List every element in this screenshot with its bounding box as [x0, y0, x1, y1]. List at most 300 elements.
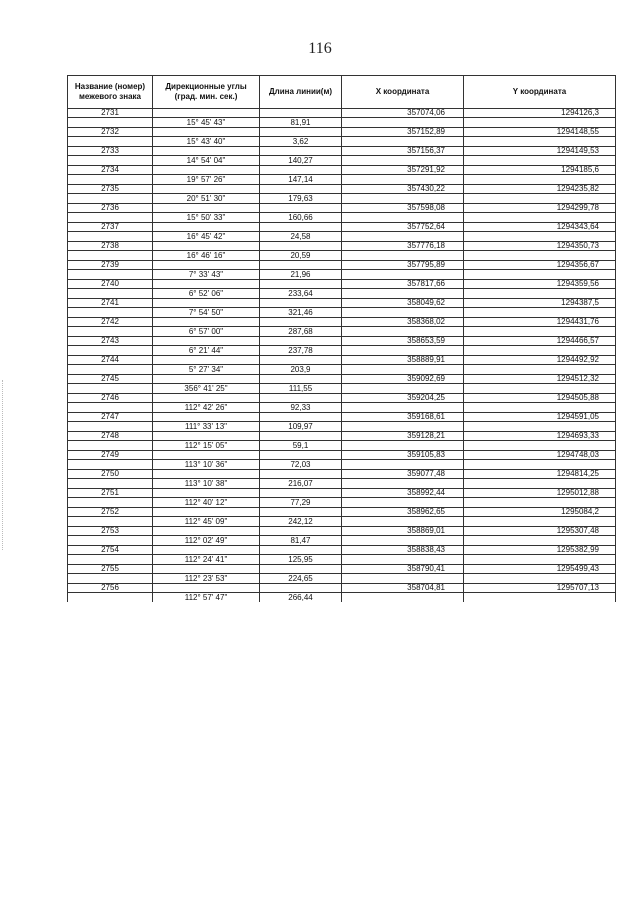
- empty-cell: [342, 156, 464, 166]
- point-name: 2750: [68, 470, 153, 479]
- empty-cell: [464, 156, 616, 166]
- segment-length: 224,65: [260, 574, 342, 584]
- empty-cell: [260, 565, 342, 574]
- point-x: 359128,21: [342, 432, 464, 441]
- segment-row: [68, 574, 616, 584]
- segment-length: 237,78: [260, 346, 342, 356]
- empty-cell: [342, 327, 464, 337]
- empty-cell: [260, 375, 342, 384]
- empty-cell: [342, 441, 464, 451]
- segment-length: 203,9: [260, 365, 342, 375]
- segment-angle: 6° 57' 00": [153, 327, 260, 337]
- point-name: 2752: [68, 508, 153, 517]
- point-row: [68, 185, 616, 194]
- point-name: 2748: [68, 432, 153, 441]
- point-y: 1294356,67: [464, 261, 616, 270]
- empty-cell: [153, 508, 260, 517]
- empty-cell: [68, 593, 153, 603]
- segment-angle: 19° 57' 26": [153, 175, 260, 185]
- point-x: 357291,92: [342, 166, 464, 175]
- segment-row: [68, 593, 616, 603]
- point-y: 1294505,88: [464, 394, 616, 403]
- empty-cell: [342, 232, 464, 242]
- point-y: 1294235,82: [464, 185, 616, 194]
- header-angle: Дирекционные углы (град. мин. сек.): [153, 76, 260, 109]
- point-y: 1294591,05: [464, 413, 616, 422]
- segment-row: [68, 365, 616, 375]
- empty-cell: [153, 318, 260, 327]
- empty-cell: [342, 498, 464, 508]
- empty-cell: [342, 479, 464, 489]
- empty-cell: [342, 403, 464, 413]
- point-name: 2755: [68, 565, 153, 574]
- point-x: 357152,89: [342, 128, 464, 137]
- point-name: 2749: [68, 451, 153, 460]
- point-y: 1294431,76: [464, 318, 616, 327]
- header-length: Длина линии(м): [260, 76, 342, 109]
- segment-row: [68, 498, 616, 508]
- segment-length: 21,96: [260, 270, 342, 280]
- point-name: 2739: [68, 261, 153, 270]
- segment-row: [68, 441, 616, 451]
- point-x: 359092,69: [342, 375, 464, 384]
- point-row: [68, 147, 616, 156]
- empty-cell: [260, 299, 342, 308]
- point-name: 2746: [68, 394, 153, 403]
- point-y: 1294492,92: [464, 356, 616, 365]
- empty-cell: [342, 308, 464, 318]
- empty-cell: [464, 194, 616, 204]
- empty-cell: [260, 451, 342, 460]
- point-name: 2740: [68, 280, 153, 289]
- segment-length: 125,95: [260, 555, 342, 565]
- point-y: 1294693,33: [464, 432, 616, 441]
- segment-row: [68, 384, 616, 394]
- segment-angle: 16° 46' 16": [153, 251, 260, 261]
- empty-cell: [68, 308, 153, 318]
- empty-cell: [464, 327, 616, 337]
- segment-angle: 113° 10' 36": [153, 460, 260, 470]
- empty-cell: [68, 403, 153, 413]
- point-x: 358790,41: [342, 565, 464, 574]
- point-y: 1294814,25: [464, 470, 616, 479]
- empty-cell: [153, 242, 260, 251]
- empty-cell: [464, 403, 616, 413]
- empty-cell: [342, 346, 464, 356]
- segment-angle: 112° 40' 12": [153, 498, 260, 508]
- empty-cell: [68, 194, 153, 204]
- point-row: [68, 166, 616, 175]
- point-y: 1294148,55: [464, 128, 616, 137]
- empty-cell: [68, 327, 153, 337]
- empty-cell: [464, 175, 616, 185]
- point-name: 2742: [68, 318, 153, 327]
- point-x: 358992,44: [342, 489, 464, 498]
- segment-row: [68, 555, 616, 565]
- point-y: 1294748,03: [464, 451, 616, 460]
- point-row: [68, 128, 616, 137]
- point-x: 358653,59: [342, 337, 464, 346]
- point-y: 1294149,53: [464, 147, 616, 156]
- empty-cell: [260, 318, 342, 327]
- point-x: 357074,06: [342, 109, 464, 118]
- empty-cell: [260, 261, 342, 270]
- segment-row: [68, 289, 616, 299]
- segment-angle: 112° 24' 41": [153, 555, 260, 565]
- empty-cell: [68, 498, 153, 508]
- point-name: 2753: [68, 527, 153, 536]
- empty-cell: [342, 137, 464, 147]
- header-y: Y координата: [464, 76, 616, 109]
- segment-angle: 7° 54' 50": [153, 308, 260, 318]
- point-row: [68, 489, 616, 498]
- empty-cell: [153, 147, 260, 156]
- point-x: 357776,18: [342, 242, 464, 251]
- segment-angle: 111° 33' 13": [153, 422, 260, 432]
- segment-row: [68, 308, 616, 318]
- segment-length: 77,29: [260, 498, 342, 508]
- point-row: [68, 223, 616, 232]
- empty-cell: [464, 555, 616, 565]
- point-row: [68, 565, 616, 574]
- segment-length: 81,47: [260, 536, 342, 546]
- empty-cell: [153, 565, 260, 574]
- empty-cell: [260, 185, 342, 194]
- point-row: [68, 299, 616, 308]
- point-y: 1294466,57: [464, 337, 616, 346]
- empty-cell: [68, 213, 153, 223]
- point-y: 1294126,3: [464, 109, 616, 118]
- segment-length: 72,03: [260, 460, 342, 470]
- point-y: 1294350,73: [464, 242, 616, 251]
- segment-row: [68, 213, 616, 223]
- empty-cell: [260, 527, 342, 536]
- empty-cell: [260, 166, 342, 175]
- segment-row: [68, 194, 616, 204]
- segment-row: [68, 232, 616, 242]
- empty-cell: [68, 422, 153, 432]
- empty-cell: [260, 394, 342, 403]
- point-x: 358049,62: [342, 299, 464, 308]
- empty-cell: [260, 489, 342, 498]
- segment-angle: 20° 51' 30": [153, 194, 260, 204]
- empty-cell: [342, 536, 464, 546]
- segment-length: 24,58: [260, 232, 342, 242]
- segment-angle: 16° 45' 42": [153, 232, 260, 242]
- segment-row: [68, 156, 616, 166]
- segment-angle: 7° 33' 43": [153, 270, 260, 280]
- empty-cell: [342, 194, 464, 204]
- empty-cell: [260, 204, 342, 213]
- empty-cell: [153, 527, 260, 536]
- coordinates-table-container: [67, 75, 615, 602]
- point-x: 358704,81: [342, 584, 464, 593]
- point-row: [68, 451, 616, 460]
- segment-row: [68, 403, 616, 413]
- point-y: 1295012,88: [464, 489, 616, 498]
- empty-cell: [153, 204, 260, 213]
- segment-row: [68, 479, 616, 489]
- empty-cell: [153, 223, 260, 232]
- point-name: 2734: [68, 166, 153, 175]
- segment-length: 160,66: [260, 213, 342, 223]
- segment-length: 321,46: [260, 308, 342, 318]
- point-x: 357795,89: [342, 261, 464, 270]
- point-x: 358962,65: [342, 508, 464, 517]
- segment-angle: 15° 43' 40": [153, 137, 260, 147]
- empty-cell: [342, 289, 464, 299]
- empty-cell: [68, 536, 153, 546]
- segment-angle: 14° 54' 04": [153, 156, 260, 166]
- point-y: 1295307,48: [464, 527, 616, 536]
- point-name: 2751: [68, 489, 153, 498]
- empty-cell: [153, 432, 260, 441]
- empty-cell: [464, 441, 616, 451]
- empty-cell: [464, 384, 616, 394]
- segment-angle: 15° 50' 33": [153, 213, 260, 223]
- segment-angle: 112° 42' 26": [153, 403, 260, 413]
- segment-row: [68, 251, 616, 261]
- point-name: 2738: [68, 242, 153, 251]
- empty-cell: [464, 137, 616, 147]
- empty-cell: [464, 270, 616, 280]
- point-row: [68, 584, 616, 593]
- empty-cell: [464, 346, 616, 356]
- empty-cell: [342, 251, 464, 261]
- segment-length: 59,1: [260, 441, 342, 451]
- point-y: 1294387,5: [464, 299, 616, 308]
- empty-cell: [153, 546, 260, 555]
- empty-cell: [464, 574, 616, 584]
- empty-cell: [342, 422, 464, 432]
- empty-cell: [153, 299, 260, 308]
- empty-cell: [260, 128, 342, 137]
- segment-length: 266,44: [260, 593, 342, 603]
- point-x: 357430,22: [342, 185, 464, 194]
- empty-cell: [342, 574, 464, 584]
- point-x: 357598,08: [342, 204, 464, 213]
- point-name: 2754: [68, 546, 153, 555]
- segment-length: 3,62: [260, 137, 342, 147]
- margin-mark: [2, 380, 7, 550]
- point-name: 2735: [68, 185, 153, 194]
- coordinates-table: [67, 75, 616, 602]
- segment-length: 179,63: [260, 194, 342, 204]
- empty-cell: [260, 546, 342, 555]
- point-row: [68, 546, 616, 555]
- empty-cell: [260, 432, 342, 441]
- empty-cell: [260, 147, 342, 156]
- point-row: [68, 432, 616, 441]
- point-row: [68, 470, 616, 479]
- segment-row: [68, 346, 616, 356]
- empty-cell: [153, 337, 260, 346]
- empty-cell: [342, 517, 464, 527]
- empty-cell: [153, 451, 260, 460]
- empty-cell: [68, 479, 153, 489]
- point-x: 358889,91: [342, 356, 464, 365]
- empty-cell: [153, 394, 260, 403]
- point-name: 2745: [68, 375, 153, 384]
- empty-cell: [260, 413, 342, 422]
- empty-cell: [260, 223, 342, 232]
- point-x: 359105,83: [342, 451, 464, 460]
- empty-cell: [464, 422, 616, 432]
- empty-cell: [68, 137, 153, 147]
- segment-angle: 112° 45' 09": [153, 517, 260, 527]
- point-name: 2732: [68, 128, 153, 137]
- segment-row: [68, 118, 616, 128]
- segment-angle: 112° 57' 47": [153, 593, 260, 603]
- point-row: [68, 413, 616, 422]
- point-row: [68, 204, 616, 213]
- empty-cell: [153, 584, 260, 593]
- empty-cell: [68, 346, 153, 356]
- empty-cell: [260, 508, 342, 517]
- empty-cell: [153, 109, 260, 118]
- empty-cell: [153, 356, 260, 365]
- point-row: [68, 375, 616, 384]
- empty-cell: [464, 593, 616, 603]
- point-name: 2731: [68, 109, 153, 118]
- empty-cell: [68, 289, 153, 299]
- point-y: 1295707,13: [464, 584, 616, 593]
- segment-angle: 112° 15' 05": [153, 441, 260, 451]
- point-x: 358838,43: [342, 546, 464, 555]
- header-x: X координата: [342, 76, 464, 109]
- segment-angle: 112° 23' 53": [153, 574, 260, 584]
- page-number: 116: [308, 40, 332, 57]
- table-header-row: [68, 76, 616, 109]
- point-y: 1294512,32: [464, 375, 616, 384]
- point-y: 1294299,78: [464, 204, 616, 213]
- empty-cell: [68, 384, 153, 394]
- segment-angle: 15° 45' 43": [153, 118, 260, 128]
- segment-row: [68, 536, 616, 546]
- empty-cell: [68, 156, 153, 166]
- empty-cell: [260, 337, 342, 346]
- empty-cell: [342, 593, 464, 603]
- segment-angle: 113° 10' 38": [153, 479, 260, 489]
- empty-cell: [68, 441, 153, 451]
- empty-cell: [68, 118, 153, 128]
- empty-cell: [464, 289, 616, 299]
- point-row: [68, 337, 616, 346]
- empty-cell: [464, 213, 616, 223]
- segment-length: 92,33: [260, 403, 342, 413]
- point-row: [68, 527, 616, 536]
- empty-cell: [153, 489, 260, 498]
- empty-cell: [464, 118, 616, 128]
- point-row: [68, 318, 616, 327]
- segment-length: 140,27: [260, 156, 342, 166]
- point-row: [68, 242, 616, 251]
- empty-cell: [68, 517, 153, 527]
- segment-length: 81,91: [260, 118, 342, 128]
- point-y: 1294185,6: [464, 166, 616, 175]
- point-x: 359077,48: [342, 470, 464, 479]
- segment-angle: 5° 27' 34": [153, 365, 260, 375]
- point-name: 2736: [68, 204, 153, 213]
- point-row: [68, 394, 616, 403]
- point-row: [68, 280, 616, 289]
- empty-cell: [342, 460, 464, 470]
- empty-cell: [68, 175, 153, 185]
- empty-cell: [260, 356, 342, 365]
- point-row: [68, 109, 616, 118]
- point-x: 358368,02: [342, 318, 464, 327]
- empty-cell: [464, 232, 616, 242]
- table-body: [68, 109, 616, 603]
- point-x: 359168,61: [342, 413, 464, 422]
- segment-length: 287,68: [260, 327, 342, 337]
- point-x: 359204,25: [342, 394, 464, 403]
- point-name: 2741: [68, 299, 153, 308]
- empty-cell: [68, 555, 153, 565]
- empty-cell: [260, 280, 342, 289]
- empty-cell: [153, 470, 260, 479]
- segment-length: 216,07: [260, 479, 342, 489]
- empty-cell: [464, 365, 616, 375]
- point-y: 1295084,2: [464, 508, 616, 517]
- segment-length: 242,12: [260, 517, 342, 527]
- empty-cell: [342, 175, 464, 185]
- empty-cell: [68, 365, 153, 375]
- empty-cell: [260, 470, 342, 479]
- empty-cell: [153, 166, 260, 175]
- point-x: 358869,01: [342, 527, 464, 536]
- empty-cell: [260, 109, 342, 118]
- segment-length: 233,64: [260, 289, 342, 299]
- empty-cell: [342, 213, 464, 223]
- empty-cell: [153, 185, 260, 194]
- empty-cell: [153, 280, 260, 289]
- empty-cell: [153, 261, 260, 270]
- empty-cell: [342, 365, 464, 375]
- point-y: 1294359,56: [464, 280, 616, 289]
- point-name: 2744: [68, 356, 153, 365]
- empty-cell: [464, 517, 616, 527]
- point-row: [68, 508, 616, 517]
- segment-row: [68, 175, 616, 185]
- empty-cell: [464, 536, 616, 546]
- point-name: 2737: [68, 223, 153, 232]
- point-y: 1295382,99: [464, 546, 616, 555]
- point-y: 1295499,43: [464, 565, 616, 574]
- empty-cell: [342, 384, 464, 394]
- segment-angle: 112° 02' 49": [153, 536, 260, 546]
- empty-cell: [68, 460, 153, 470]
- segment-length: 109,97: [260, 422, 342, 432]
- empty-cell: [464, 251, 616, 261]
- segment-angle: 6° 52' 06": [153, 289, 260, 299]
- header-name: Название (номер) межевого знака: [68, 76, 153, 109]
- empty-cell: [464, 498, 616, 508]
- point-x: 357156,37: [342, 147, 464, 156]
- empty-cell: [68, 574, 153, 584]
- empty-cell: [464, 460, 616, 470]
- empty-cell: [342, 270, 464, 280]
- empty-cell: [153, 375, 260, 384]
- empty-cell: [260, 584, 342, 593]
- point-x: 357752,64: [342, 223, 464, 232]
- point-y: 1294343,64: [464, 223, 616, 232]
- empty-cell: [342, 118, 464, 128]
- empty-cell: [153, 128, 260, 137]
- point-x: 357817,66: [342, 280, 464, 289]
- point-name: 2756: [68, 584, 153, 593]
- point-name: 2733: [68, 147, 153, 156]
